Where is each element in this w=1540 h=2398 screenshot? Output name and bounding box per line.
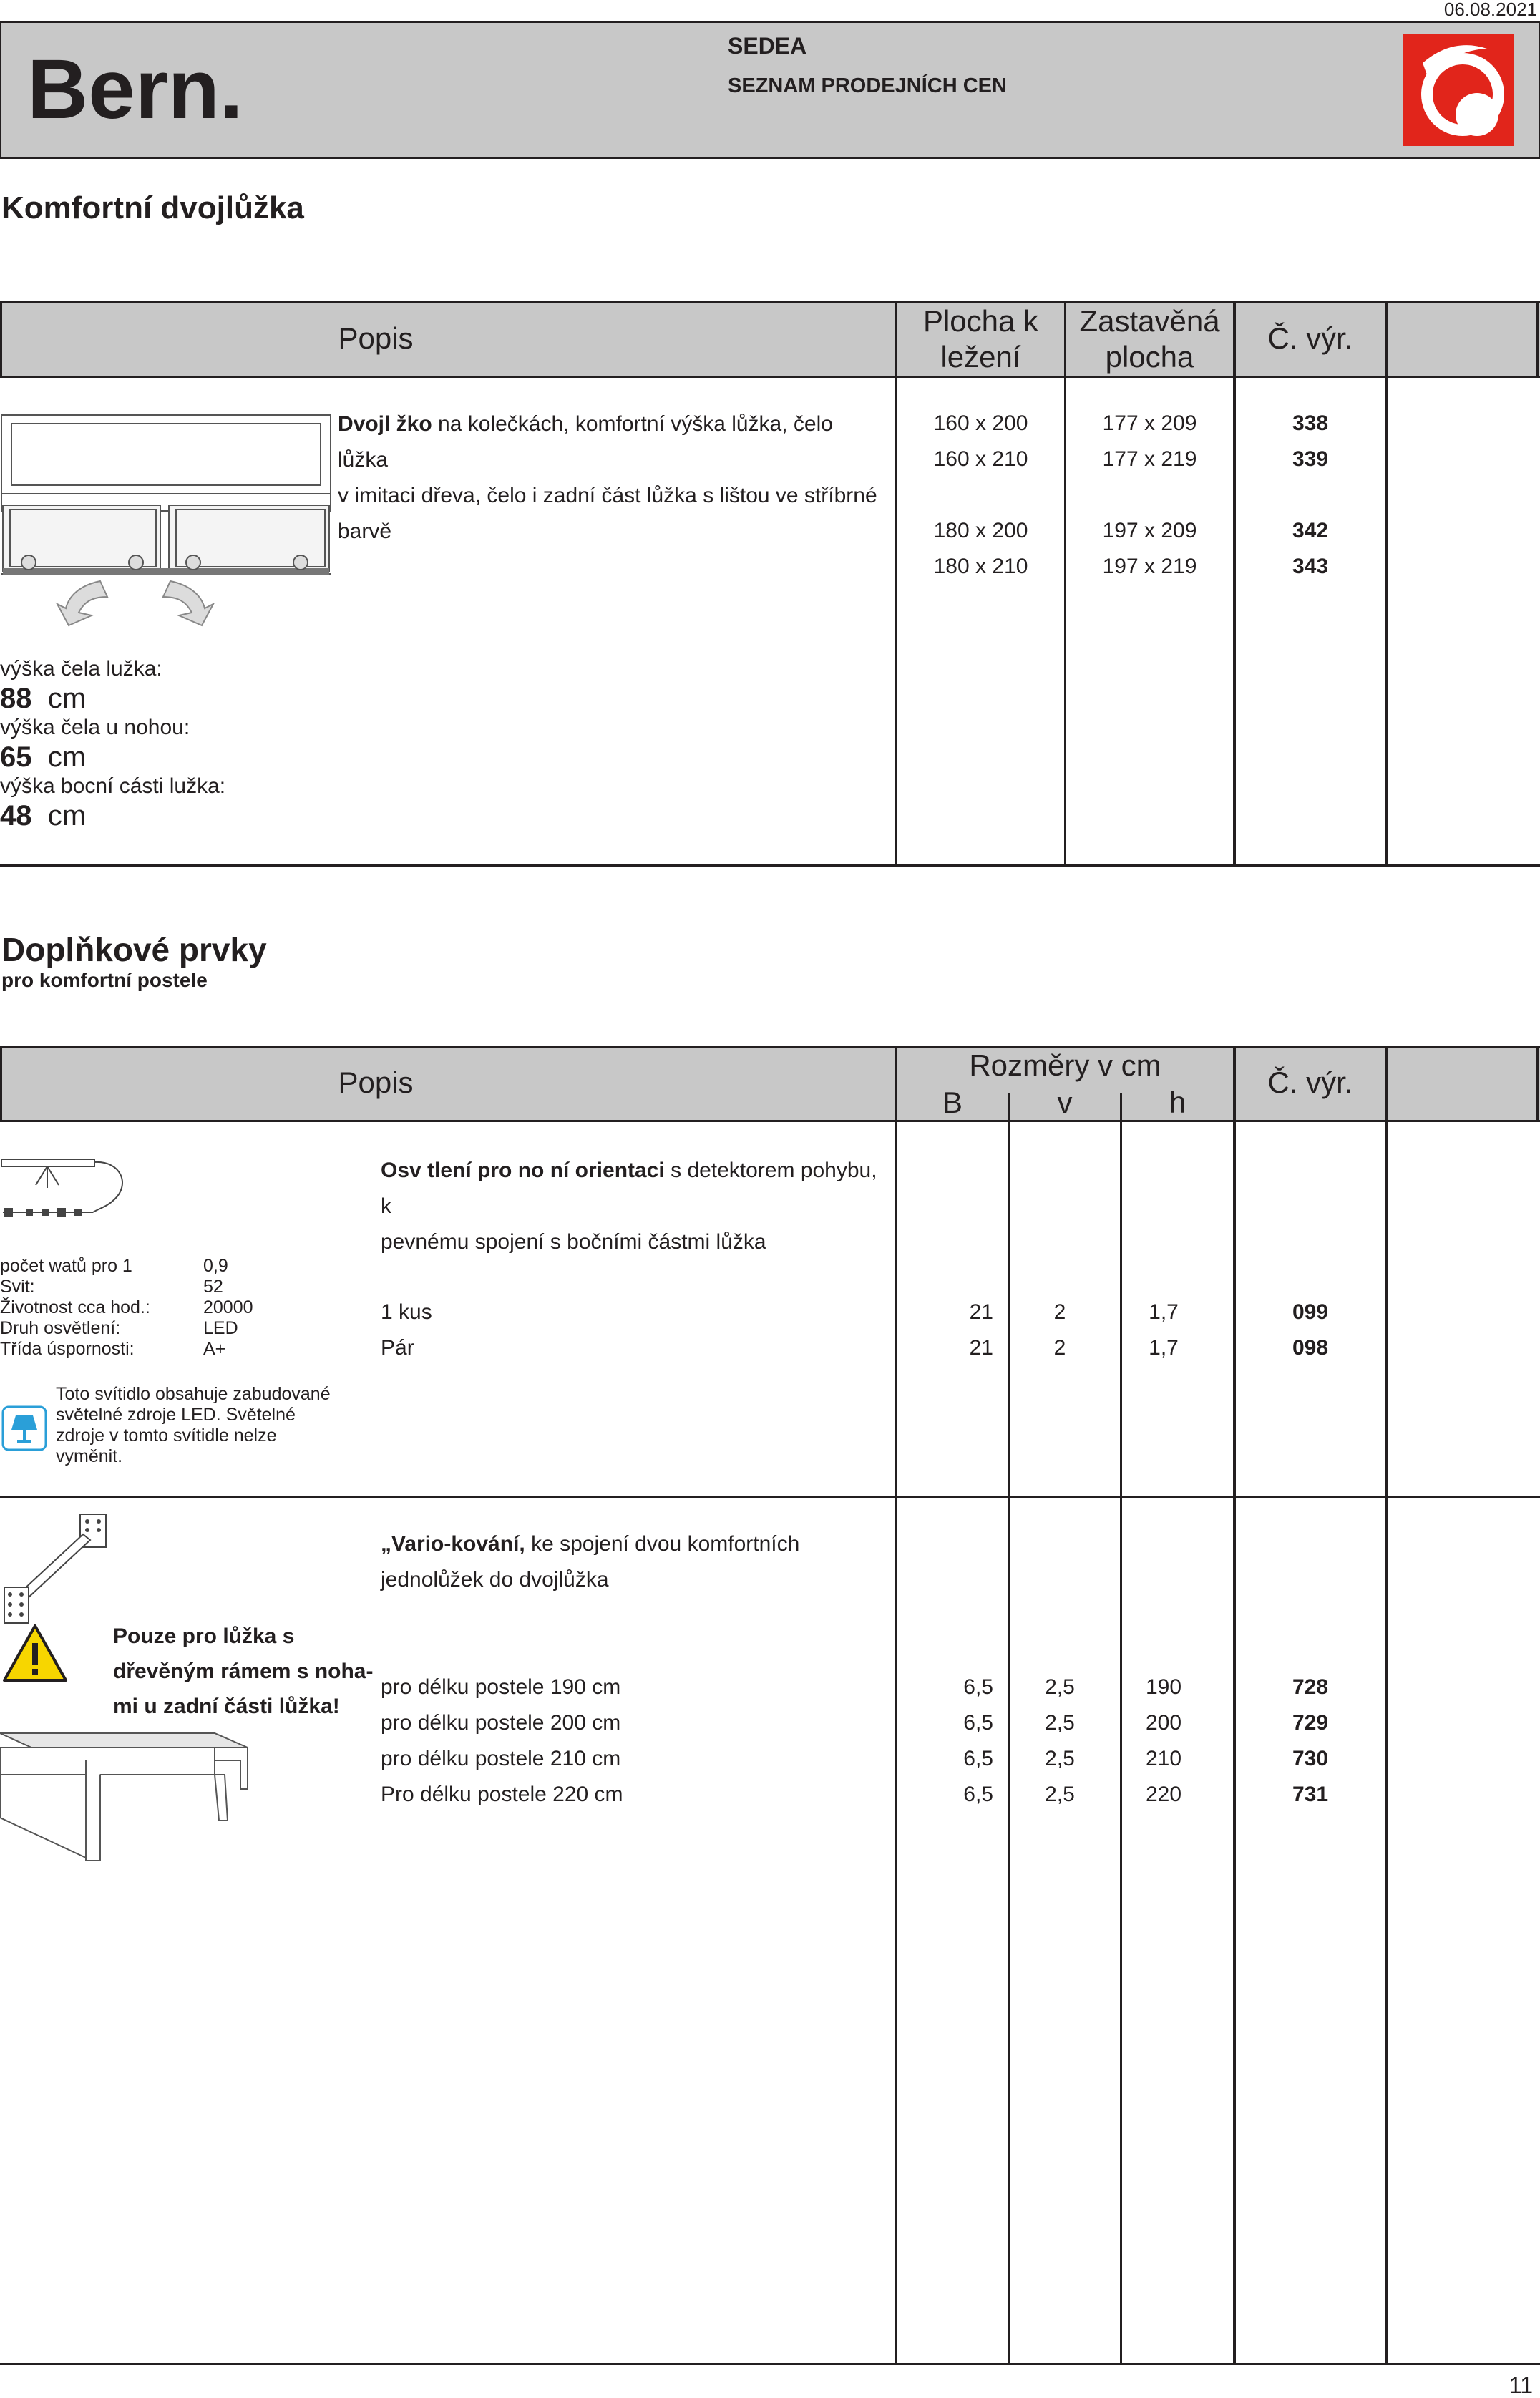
spec-row: Třída úspornosti: A+	[0, 1339, 226, 1359]
spec-row: Druh osvětlení: LED	[0, 1318, 238, 1338]
spec-row: Svit: 52	[0, 1277, 223, 1297]
bed-heights: výška čela lužka: 88 cm výška čela u nohou: 65 cm výška bocní cásti lužka: 48 cm	[0, 657, 226, 832]
vario-name: „Vario-kování,	[381, 1532, 525, 1556]
header-bar	[0, 21, 1540, 159]
bed-illustration	[0, 414, 333, 628]
col-header-h: h	[1169, 1086, 1186, 1119]
document-subtitle: SEZNAM PRODEJNÍCH CEN	[728, 74, 1007, 97]
spec-row: Životnost cca hod.: 20000	[0, 1297, 253, 1317]
night-light-illustration	[0, 1156, 136, 1228]
wooden-bed-illustration	[0, 1732, 253, 1868]
page-number: 11	[1509, 2372, 1533, 2398]
bed-description: Dvojl žko na kolečkách, komfortní výška lůžka, čelo lůžka v imitaci dřeva, čelo i zadní část lůžka s lištou ve stříbrné barvě	[338, 412, 877, 543]
led-note: Toto svítidlo obsahuje zabudované světelné zdroje LED. Světelné zdroje v tomto svítidle nelze vyměnit.	[56, 1384, 331, 1466]
brand-title: Bern.	[27, 42, 243, 137]
warning-icon	[1, 1623, 69, 1683]
company-name: SEDEA	[728, 33, 807, 59]
col-header-popis: Popis	[338, 321, 414, 355]
col-header-v: v	[1057, 1086, 1073, 1119]
header-date: 06.08.2021	[1443, 0, 1537, 20]
company-logo	[1403, 34, 1514, 146]
section-title-komfortni: Komfortní dvojlůžka	[1, 190, 304, 225]
lamp-icon	[1, 1405, 47, 1451]
vario-description: „Vario-kování, ke spojení dvou komfortních jednolůžek do dvojlůžka	[381, 1532, 800, 1592]
night-light-description: Osv tlení pro no ní orientaci s detektorem pohybu, k pevnému spojení s bočními částmi lůžka	[381, 1159, 877, 1254]
spec-row: počet watů pro 1 0,9	[0, 1256, 228, 1276]
warning-text: Pouze pro lůžka s dřevěným rámem s noha- mi u zadní části lůžka!	[113, 1624, 374, 1718]
night-light-name: Osv tlení pro no ní orientaci	[381, 1159, 665, 1182]
col-header-cislo-2: Č. výr.	[1267, 1066, 1353, 1099]
vario-bracket-illustration	[0, 1513, 114, 1627]
col-header-rozmery: Rozměry v cm	[969, 1048, 1161, 1082]
col-header-cislo: Č. výr.	[1267, 321, 1353, 355]
light-specs	[0, 1256, 253, 1360]
col-header-zastavena: Zastavěná plocha	[1079, 304, 1220, 374]
section-subtitle: pro komfortní postele	[1, 969, 208, 991]
section-title-doplnkove: Doplňkové prvky	[1, 931, 267, 968]
col-header-popis-2: Popis	[338, 1066, 414, 1099]
col-header-plocha: Plocha k ležení	[922, 304, 1039, 374]
col-header-b: B	[942, 1086, 962, 1119]
bed-name: Dvojl žko	[338, 412, 432, 436]
